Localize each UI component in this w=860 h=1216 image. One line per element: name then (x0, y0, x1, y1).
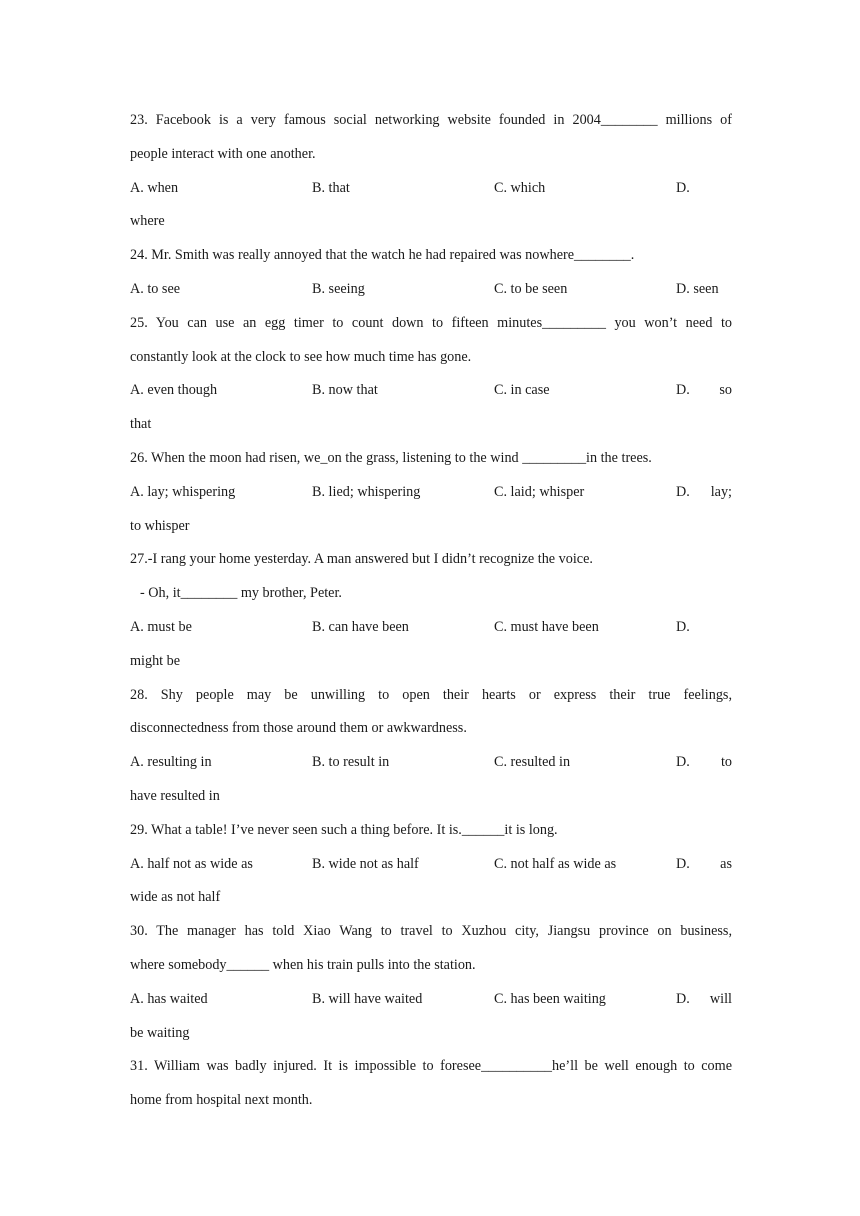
option-d-overflow: be waiting (130, 1024, 190, 1041)
question-24 (130, 239, 732, 307)
question-stem: 24. Mr. Smith was really annoyed that the watch he had repaired was nowhere________. (130, 247, 635, 264)
question-stem: 26. When the moon had risen, we_on the grass, listening to the wind _________in the trees. (130, 449, 652, 466)
option-b: B. will have waited (312, 990, 423, 1007)
option-a: A. to see (130, 280, 181, 297)
option-c: C. which (494, 179, 546, 196)
option-b: B. lied; whispering (312, 483, 421, 500)
option-b: B. seeing (312, 280, 365, 297)
question-29 (130, 814, 732, 915)
option-d-overflow: wide as not half (130, 889, 221, 906)
option-b: B. can have been (312, 618, 409, 635)
option-b: B. that (312, 179, 350, 196)
question-stem: 28. Shy people may be unwilling to open their hearts or express their true feelings, (130, 686, 732, 703)
option-b: B. now that (312, 382, 378, 399)
question-stem: 31. William was badly injured. It is impossible to foresee__________he’ll be well enough to come (130, 1058, 732, 1075)
option-c: C. in case (494, 382, 550, 399)
option-c: C. laid; whisper (494, 483, 585, 500)
option-d: D. (676, 618, 690, 635)
question-stem: - Oh, it________ my brother, Peter. (140, 585, 342, 602)
option-d-label: D. (676, 483, 690, 500)
options-row (130, 476, 732, 510)
option-d (676, 746, 732, 780)
options-row (130, 273, 732, 307)
question-stem: 27.-I rang your home yesterday. A man answered but I didn’t recognize the voice. (130, 551, 593, 568)
option-b: B. wide not as half (312, 855, 419, 872)
question-25 (130, 307, 732, 442)
option-d-text: as (720, 855, 732, 872)
option-d (676, 476, 732, 510)
question-30 (130, 915, 732, 1050)
option-d-text: will (709, 990, 732, 1007)
option-d-overflow: might be (130, 652, 181, 669)
option-d-overflow: have resulted in (130, 787, 220, 804)
question-stem: constantly look at the clock to see how much time has gone. (130, 348, 472, 365)
option-d-text: so (719, 382, 732, 399)
option-a: A. even though (130, 382, 218, 399)
question-23 (130, 104, 732, 239)
option-d-label: D. (676, 855, 690, 872)
question-31 (130, 1050, 732, 1118)
option-d-label: D. (676, 382, 690, 399)
question-stem: 30. The manager has told Xiao Wang to travel to Xuzhou city, Jiangsu province on business, (130, 923, 732, 940)
option-d-overflow: where (130, 213, 165, 230)
option-d (676, 848, 732, 882)
question-stem: 29. What a table! I’ve never seen such a thing before. It is.______it is long. (130, 821, 558, 838)
option-c: C. to be seen (494, 280, 568, 297)
question-stem: 23. Facebook is a very famous social networking website founded in 2004________ millions of (130, 112, 732, 128)
option-d-label: D. (676, 990, 690, 1007)
options-row (130, 848, 732, 882)
option-a: A. lay; whispering (130, 483, 236, 500)
option-d-label: D. (676, 754, 690, 771)
question-28 (130, 679, 732, 814)
option-a: A. resulting in (130, 754, 212, 771)
options-row (130, 172, 732, 206)
option-a: A. when (130, 179, 179, 196)
question-stem: home from hospital next month. (130, 1092, 313, 1109)
question-stem: where somebody______ when his train pulls into the station. (130, 956, 476, 973)
option-d-text: to (720, 754, 732, 771)
option-a: A. must be (130, 618, 192, 635)
options-row (130, 611, 732, 645)
question-27 (130, 543, 732, 678)
option-c: C. has been waiting (494, 990, 606, 1007)
options-row (130, 983, 732, 1017)
option-d: D. (676, 179, 690, 196)
option-d (676, 374, 732, 408)
question-stem: disconnectedness from those around them or awkwardness. (130, 720, 467, 737)
option-b: B. to result in (312, 754, 390, 771)
option-d-overflow: to whisper (130, 517, 190, 534)
options-row (130, 374, 732, 408)
option-a: A. has waited (130, 990, 208, 1007)
option-d-overflow: that (130, 416, 152, 433)
question-26 (130, 442, 732, 543)
question-stem: 25. You can use an egg timer to count down to fifteen minutes_________ you won’t need to (130, 314, 732, 331)
option-a: A. half not as wide as (130, 855, 253, 872)
option-c: C. not half as wide as (494, 855, 617, 872)
option-d (676, 983, 732, 1017)
option-c: C. resulted in (494, 754, 571, 771)
exam-page (130, 104, 732, 1118)
option-c: C. must have been (494, 618, 599, 635)
option-d-text: lay; (710, 483, 732, 500)
options-row (130, 746, 732, 780)
question-stem: people interact with one another. (130, 145, 316, 162)
option-d: D. seen (676, 280, 719, 297)
